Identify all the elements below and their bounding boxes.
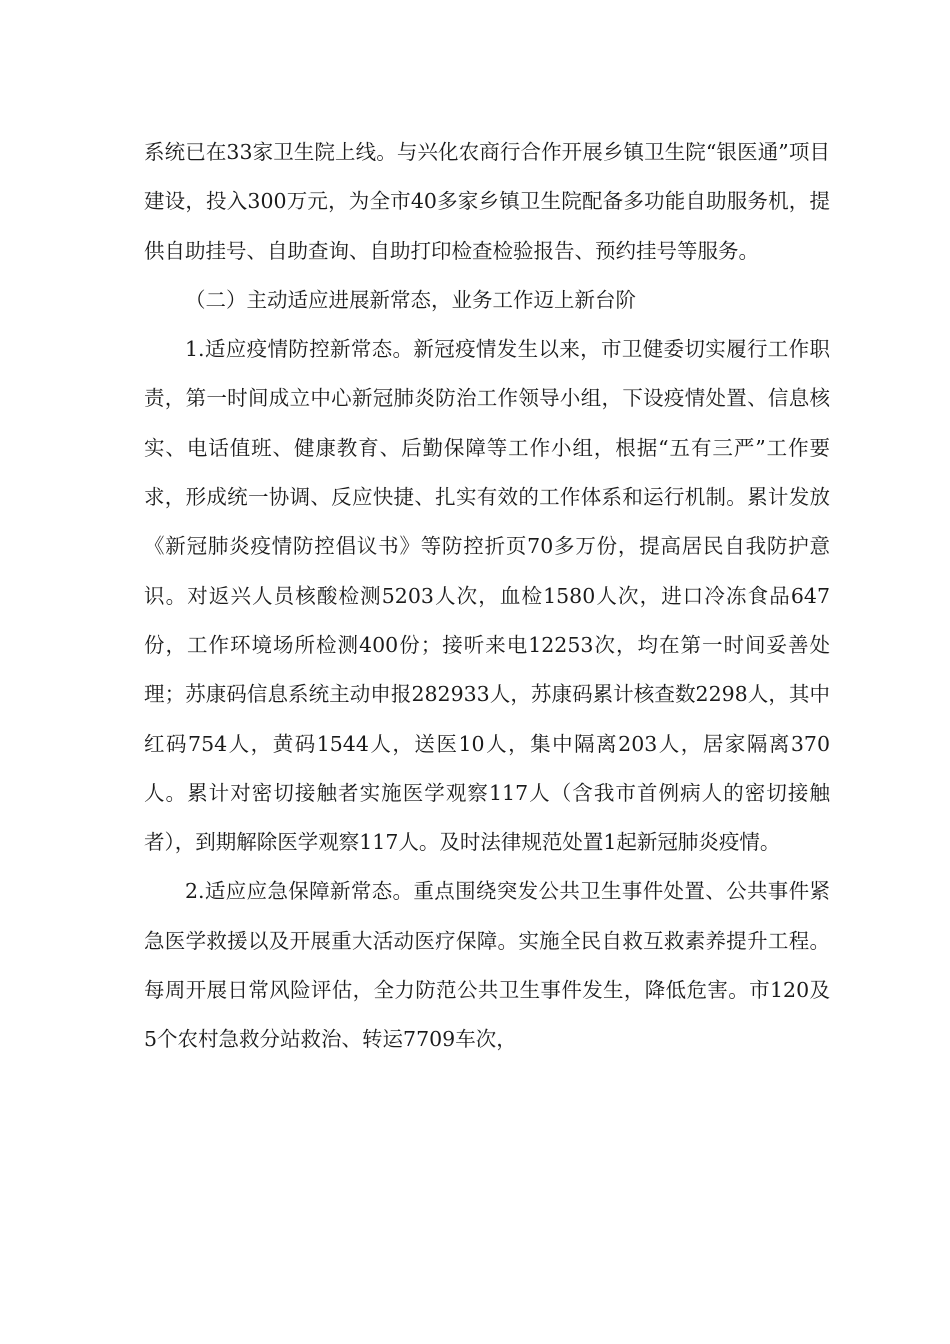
paragraph-item-1: 1.适应疫情防控新常态。新冠疫情发生以来，市卫健委切实履行工作职责，第一时间成立中心新冠肺炎防治工作领导小组，下设疫情处置、信息核实、电话值班、健康教育、后勤保障等工作小组，根据“五有三严”工作要求，形成统一协调、反应快捷、扎实有效的工作体系和运行机制。累计发放《新冠肺炎疫情防控倡议书》等防控折页70多万份，提高居民自我防护意识。对返兴人员核酸检测5203人次，血检1580人次，进口冷冻食品647份，工作环境场所检测400份；接听来电12253次，均在第一时间妥善处理；苏康码信息系统主动申报282933人，苏康码累计核查数2298人，其中红码754人，黄码1544人，送医10人，集中隔离203人，居家隔离370人。累计对密切接触者实施医学观察117人（含我市首例病人的密切接触者），到期解除医学观察117人。及时法律规范处置1起新冠肺炎疫情。 <box>144 337 830 855</box>
document-body <box>144 128 830 1065</box>
paragraph-continuation: 系统已在33家卫生院上线。与兴化农商行合作开展乡镇卫生院“银医通”项目建设，投入300万元，为全市40多家乡镇卫生院配备多功能自助服务机，提供自助挂号、自助查询、自助打印检查检验报告、预约挂号等服务。 <box>144 140 830 263</box>
paragraph-item-2: 2.适应应急保障新常态。重点围绕突发公共卫生事件处置、公共事件紧急医学救援以及开展重大活动医疗保障。实施全民自救互救素养提升工程。每周开展日常风险评估，全力防范公共卫生事件发生，降低危害。市120及5个农村急救分站救治、转运7709车次， <box>144 879 830 1052</box>
section-heading: （二）主动适应进展新常态，业务工作迈上新台阶 <box>185 287 636 312</box>
